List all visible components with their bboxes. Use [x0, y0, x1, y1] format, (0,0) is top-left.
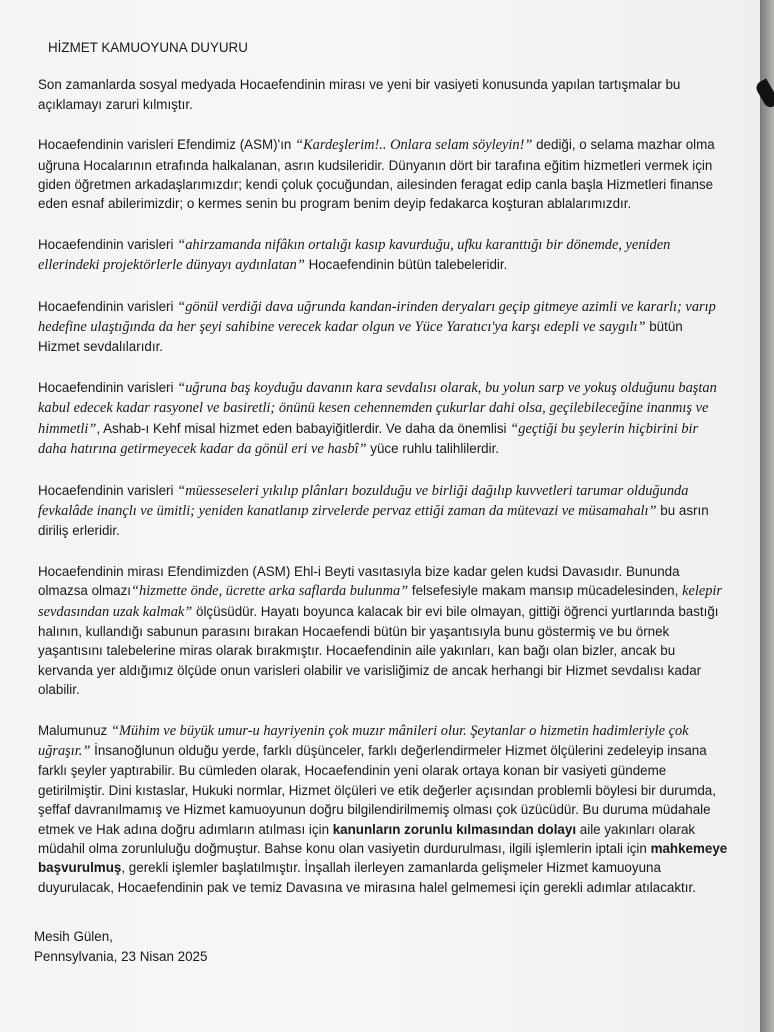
text: dediği, o selama mazhar olma uğruna Hocalarının etrafında halkalanan, asrın kudsileridir. Dünyanın dört bir tarafına eğitim hizmetleri vermek için giden öğretmen arkadaşlarımızdır; kendi çoluk çocuğundan, ailesinden feragat edip canla başla Hizmetleri finanse eden esnaf abilerimizdir; o kermes senin bu program benim deyip fedakarca koşturan ablalarımızdır.: [38, 137, 715, 212]
text: felsefesiyle makam mansıp mücadelesinden,: [408, 583, 683, 599]
quote: “geçtiği bu şeylerin hiçbirini bir daha hatırına getirmeyecek kadar da gönül eri ve hasbî”: [38, 420, 699, 458]
paragraph-heirs-4: [38, 378, 728, 460]
text: Hocaefendinin bütün talebeleridir.: [304, 257, 508, 273]
text: , Ashab-ı Kehf misal hizmet eden babayiğitlerdir. Ve daha da önemlisi: [96, 420, 511, 436]
quote: kelepir sevdasından uzak kalmak”: [38, 583, 723, 620]
paragraph-heirs-5: [38, 481, 728, 541]
quote: “uğruna baş koyduğu davanın kara sevdalısı olarak, bu yolun sarp ve yokuş olduğunu baştan kabul edecek kadar rasyonel ve basiretli; önünü kesen cehennemden çukurlar dahi olsa, geçilebileceğine inanmış ve himmetli”: [38, 379, 717, 437]
paragraph-heirs-2: [38, 235, 728, 276]
desk-edge: [760, 0, 774, 1032]
document-title: HİZMET KAMUOYUNA DUYURU: [48, 40, 248, 55]
text: bu asrın diriliş erleridir.: [38, 502, 709, 539]
text: aile yakınları olarak müdahil olma zorunluluğu doğmuştur. Bahse konu olan vasiyetin durdurulması, ilgili işlemlerin iptali için: [38, 821, 696, 856]
text: Hocaefendinin mirası Efendimizden (ASM) Ehl-i Beyti vasıtasıyla bize kadar gelen kudsi Davasıdır. Bununda olmazsa olmazı: [38, 563, 680, 599]
signature-block: [34, 927, 728, 966]
quote: “Mühim ve büyük umur-u hayriyenin çok muzır mânileri olur. Şeytanlar o hizmetin hadimleriyle çok uğraşır.”: [38, 722, 689, 759]
text: Hocaefendinin varisleri: [38, 482, 178, 498]
text: Hocaefendinin varisleri: [38, 236, 178, 252]
paragraph-legacy: [38, 562, 728, 700]
text: bütün Hizmet sevdalılarıdır.: [38, 319, 683, 355]
quote: “hizmette önde, ücrette arka saflarda bulunma”: [131, 583, 409, 600]
paragraph-heirs-1: [38, 135, 728, 214]
text: ölçüsüdür. Hayatı boyunca kalacak bir evi bile olmayan, gittiği öğrenci yurtlarında bastığı halının, kullandığı sabunun parasını bırakan Hocaefendi bütün bir yaşantısıyla bunu göstermiş ve bu örnek yaşantısını talebelerine miras olarak bırakmıştır. Hocaefendinin aile yakınları, kan bağı olan bizler, ancak bu kervanda yer aldığımız ölçüde onun varisleri olabilir ve varisliğimiz de ancak herhangi bir Hizmet sevdalısı kadar olabilir.: [38, 603, 719, 698]
text: Hocaefendinin varisleri: [38, 379, 178, 395]
text: Hocaefendinin varisleri Efendimiz (ASM)'ın: [38, 137, 296, 153]
quote: “gönül verdiği dava uğrunda kandan-irinden deryaları geçip gitmeye azimli ve kararlı; varıp hedefine ulaştığında da her şeyi sahibine verecek kadar olgun ve Yüce Yaratıcı'ya karşı edepli ve saygılı”: [38, 298, 716, 336]
document-body: [34, 38, 728, 966]
emphasis: kanunların zorunlu kılmasından dolayı: [332, 821, 577, 837]
quote: “müesseseleri yıkılıp plânları bozulduğu ve birliği dağılıp kuvvetleri tarumar olduğunda fevkalâde inançlı ve ümitli; yeniden kanatlanıp zirvelerde pervaz ettiği zaman da mütevazi ve müsamahalı”: [38, 482, 689, 519]
text: Malumunuz: [38, 722, 111, 738]
emphasis: mahkemeye başvurulmuş: [38, 841, 728, 876]
quote: “Kardeşlerim!.. Onlara selam söyleyin!”: [295, 137, 533, 154]
text: yüce ruhlu talihlilerdir.: [366, 441, 500, 457]
text: İnsanoğlunun olduğu yerde, farklı düşünceler, farklı değerlendirmeler Hizmet ölçülerini zedeleyip insana farklı şeyler yaptırabilir. Bu cümleden olarak, Hocaefendinin yeni olarak ortaya konan bir vasiyeti gündeme getirilmiştir. Dini kıstaslar, Hukuki normlar, Hizmet ölçüleri ve etik değerler açısından problemli böylesi bir durumda, şeffaf davranılmamış ve Hizmet kamuoyunun doğru bilgilendirilmemiş olması çok üzücüdür. Bu duruma müdahale etmek ve Hak adına doğru adımların atılması için: [38, 742, 716, 837]
text: Hocaefendinin varisleri: [38, 298, 178, 314]
quote: “ahirzamanda nifâkın ortalığı kasıp kavurduğu, ufku karanttığı bir dönemde, yeniden ellerindeki projektörlerle dünyayı aydınlatan”: [38, 236, 671, 274]
paragraph-will-announcement: [38, 721, 728, 898]
signature-name: Mesih Gülen,: [34, 929, 113, 945]
intro-paragraph: Son zamanlarda sosyal medyada Hocaefendinin mirası ve yeni bir vasiyeti konusunda yapılan tartışmalar bu açıklamayı zaruri kılmıştır.: [38, 77, 681, 112]
text: , gerekli işlemler başlatılmıştır. İnşallah ilerleyen zamanlarda gelişmeler Hizmet kamuoyuna duyurulacak, Hocaefendinin pak ve temiz Davasına ve mirasına halel gelmemesi için gerekli adımlar atılacaktır.: [38, 860, 696, 895]
signature-place-date: Pennsylvania, 23 Nisan 2025: [34, 948, 208, 964]
paragraph-heirs-3: [38, 297, 728, 357]
